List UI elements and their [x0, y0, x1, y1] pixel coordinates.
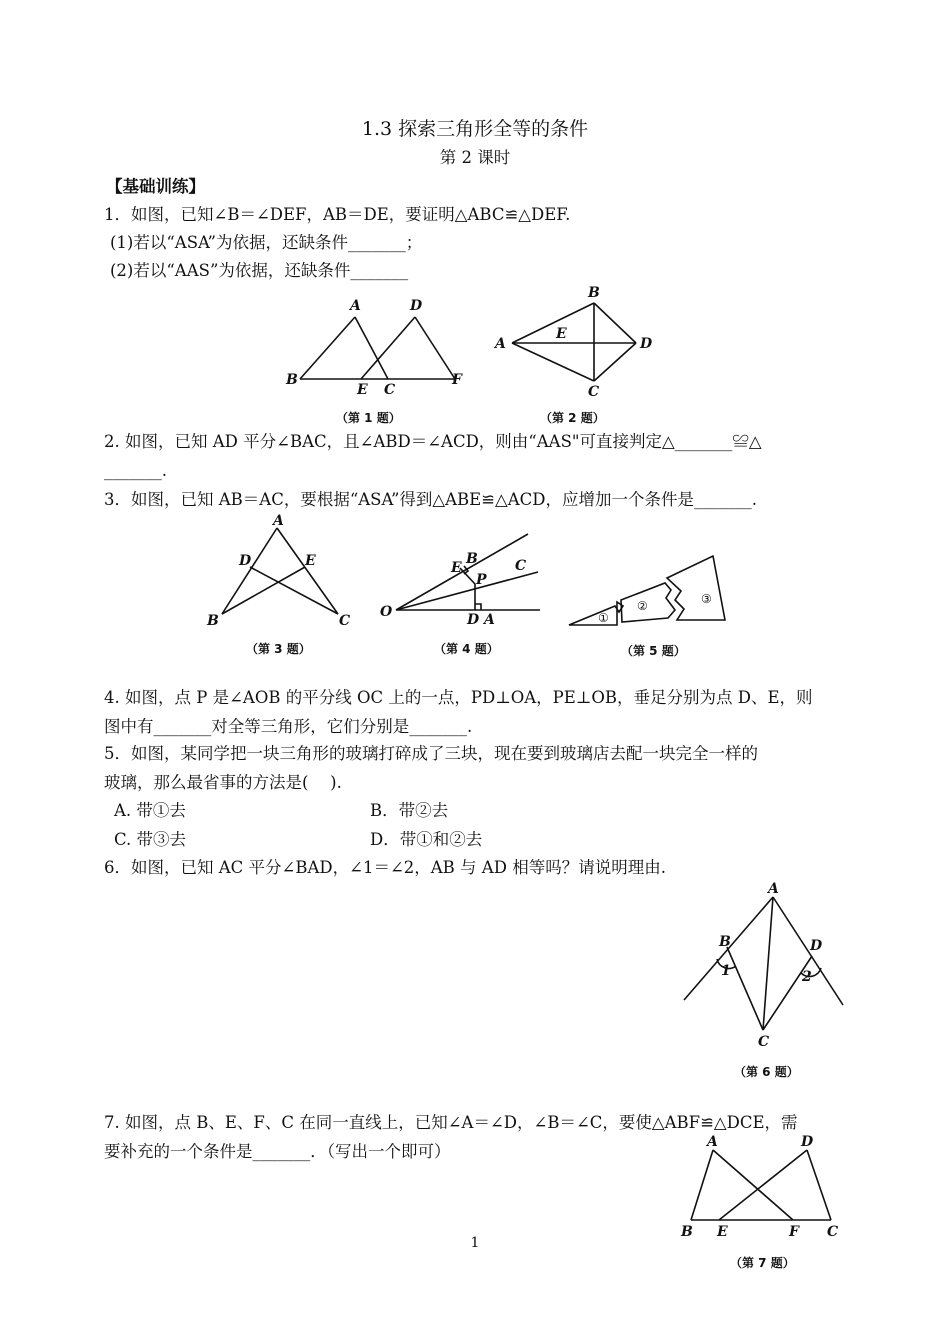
figure-7: [675, 1130, 850, 1245]
fig7-label-d: D: [801, 1134, 814, 1150]
q2-line1: 2. 如图，已知 AD 平分∠BAC，且∠ABD＝∠ACD，则由“AAS"可直接判定△_______≌△: [104, 432, 762, 451]
q1-part1: (1)若以“ASA”为依据，还缺条件_______；: [110, 233, 423, 252]
fig3-label-e: E: [305, 553, 316, 569]
fig4-label-p: P: [476, 572, 487, 588]
figure-3: [205, 512, 360, 632]
fig6-label-a: A: [768, 881, 779, 897]
fig3-label-d: D: [239, 553, 252, 569]
fig2-label-e: E: [556, 326, 567, 342]
q5-option-a: A. 带①去: [114, 801, 186, 820]
fig2-label-a: A: [495, 336, 506, 352]
q5-line2: 玻璃，那么最省事的方法是( ).: [104, 773, 342, 792]
figure-6: [680, 880, 855, 1060]
fig6-label-d: D: [810, 938, 823, 954]
page-subtitle: 第 2 课时: [439, 148, 511, 167]
fig1-label-c: C: [384, 382, 396, 398]
q3-text: 3．如图，已知 AB＝AC，要根据“ASA”得到△ABE≌△ACD，应增加一个条件是_______.: [104, 490, 757, 509]
caption-fig7: （第 7 题）: [730, 1256, 795, 1270]
q5-option-c: C. 带③去: [114, 830, 187, 849]
fig6-angle-1: 1: [721, 963, 731, 979]
fig7-label-b: B: [681, 1224, 693, 1240]
section-heading: 【基础训练】: [106, 177, 205, 196]
fig4-label-e: E: [451, 560, 462, 576]
caption-fig2: （第 2 题）: [540, 411, 605, 425]
fig2-label-b: B: [588, 285, 600, 301]
q1-stem: 1．如图，已知∠B＝∠DEF，AB＝DE，要证明△ABC≌△DEF.: [104, 205, 571, 224]
fig6-angle-2: 2: [802, 969, 812, 985]
fig4-label-a: A: [484, 612, 495, 628]
page-number: 1: [470, 1235, 480, 1251]
fig5-piece-3: ③: [701, 592, 712, 606]
q2-line2: _______.: [104, 461, 167, 480]
fig2-label-d: D: [640, 336, 653, 352]
fig7-label-c: C: [827, 1224, 839, 1240]
figure-4: [378, 528, 548, 628]
fig6-label-c: C: [758, 1034, 770, 1050]
caption-fig4: （第 4 题）: [434, 642, 499, 656]
q7-line1: 7. 如图，点 B、E、F、C 在同一直线上，已知∠A＝∠D，∠B＝∠C，要使△ABF≌△DCE，需: [104, 1113, 798, 1132]
caption-fig6: （第 6 题）: [734, 1065, 799, 1079]
fig4-label-d: D: [467, 612, 480, 628]
fig7-label-a: A: [707, 1134, 718, 1150]
fig1-label-d: D: [410, 298, 423, 314]
fig6-label-b: B: [719, 934, 731, 950]
figure-2: [490, 283, 665, 403]
fig4-label-o: O: [380, 604, 393, 620]
q4-line2: 图中有_______对全等三角形，它们分别是_______.: [104, 717, 473, 736]
caption-fig1: （第 1 题）: [336, 411, 401, 425]
caption-fig3: （第 3 题）: [246, 642, 311, 656]
q5-line1: 5．如图，某同学把一块三角形的玻璃打碎成了三块，现在要到玻璃店去配一块完全一样的: [104, 744, 758, 763]
fig3-label-b: B: [207, 613, 219, 629]
fig2-label-c: C: [588, 384, 600, 400]
fig1-label-e: E: [357, 382, 368, 398]
fig5-piece-2: ②: [637, 599, 648, 613]
q5-option-d: D．带①和②去: [370, 830, 483, 849]
fig1-label-f: F: [452, 372, 462, 388]
q5-option-b: B．带②去: [370, 801, 449, 820]
fig3-label-c: C: [339, 613, 351, 629]
q6-text: 6．如图，已知 AC 平分∠BAD，∠1＝∠2，AB 与 AD 相等吗？请说明理由.: [104, 858, 666, 877]
fig4-label-c: C: [515, 558, 527, 574]
q4-line1: 4. 如图，点 P 是∠AOB 的平分线 OC 上的一点，PD⊥OA，PE⊥OB，垂足分别为点 D、E，则: [104, 688, 813, 707]
fig5-piece-1: ①: [598, 611, 609, 625]
figure-1: [280, 292, 480, 402]
page-title: 1.3 探索三角形全等的条件: [361, 118, 589, 140]
fig1-label-a: A: [350, 298, 361, 314]
fig7-label-f: F: [789, 1224, 799, 1240]
q7-line2: 要补充的一个条件是_______．（写出一个即可）: [104, 1142, 451, 1161]
figure-5: [565, 548, 735, 633]
fig1-label-b: B: [286, 372, 298, 388]
fig3-label-a: A: [273, 513, 284, 529]
q1-part2: (2)若以“AAS”为依据，还缺条件_______: [110, 261, 409, 280]
fig4-label-b: B: [466, 551, 478, 567]
caption-fig5: （第 5 题）: [621, 644, 686, 658]
fig7-label-e: E: [717, 1224, 728, 1240]
